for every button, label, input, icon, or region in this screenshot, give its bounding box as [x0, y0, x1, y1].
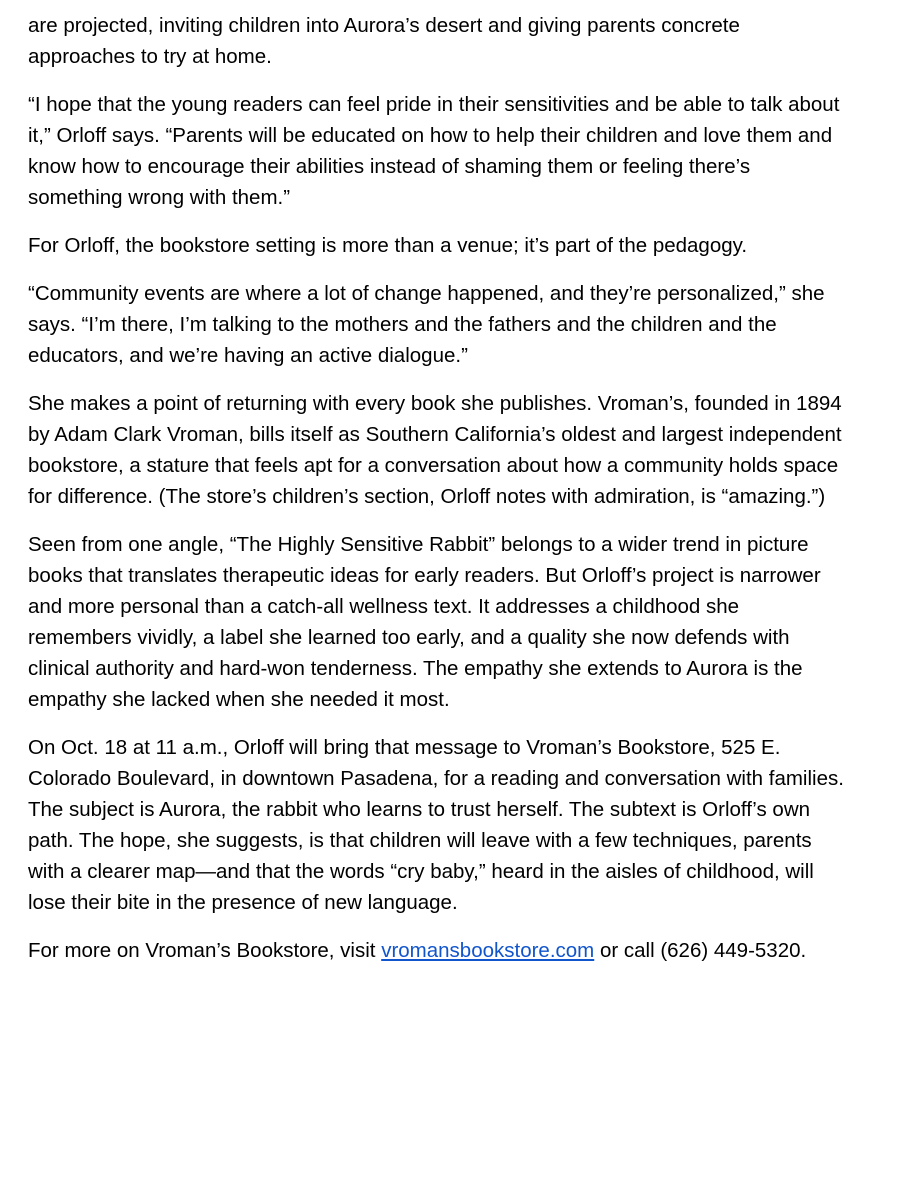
article-paragraph-4: “Community events are where a lot of change happened, and they’re personalized,” she says. “I’m there, I’m talking to the mothers and the fathers and the children and the educators, and we’re having an active dialogue.” — [28, 282, 825, 367]
contact-text-before: For more on Vroman’s Bookstore, visit — [28, 939, 382, 962]
article-paragraph-5: She makes a point of returning with every book she publishes. Vroman’s, founded in 1894 by Adam Clark Vroman, bills itself as Southern California’s oldest and largest independent bookstore, a stature that feels apt for a conversation about how a community holds space for difference. (The store’s children’s section, Orloff notes with admiration, is “amazing.”) — [28, 392, 842, 508]
article-paragraph-contact — [28, 935, 848, 966]
article-paragraph-3: For Orloff, the bookstore setting is more than a venue; it’s part of the pedagogy. — [28, 234, 748, 257]
article-paragraph-6: Seen from one angle, “The Highly Sensitive Rabbit” belongs to a wider trend in picture books that translates therapeutic ideas for early readers. But Orloff’s project is narrower and more personal than a catch-all wellness text. It addresses a childhood she remembers vividly, a label she learned too early, and a quality she now defends with clinical authority and hard-won tenderness. The empathy she extends to Aurora is the empathy she lacked when she needed it most. — [28, 533, 821, 711]
article-paragraph-7: On Oct. 18 at 11 a.m., Orloff will bring that message to Vroman’s Bookstore, 525 E. Colorado Boulevard, in downtown Pasadena, for a reading and conversation with families. The subject is Aurora, the rabbit who learns to trust herself. The subtext is Orloff’s own path. The hope, she suggests, is that children will leave with a few techniques, parents with a clearer map—and that the words “cry baby,” heard in the aisles of childhood, will lose their bite in the presence of new language. — [28, 736, 844, 914]
contact-text-after: or call (626) 449-5320. — [594, 939, 807, 962]
article-paragraph-1: are projected, inviting children into Aurora’s desert and giving parents concrete approaches to try at home. — [28, 14, 740, 68]
vromansbookstore-link[interactable]: vromansbookstore.com — [381, 939, 595, 962]
article-paragraph-2: “I hope that the young readers can feel pride in their sensitivities and be able to talk about it,” Orloff says. “Parents will be educated on how to help their children and love them and know how to encourage their abilities instead of shaming them or feeling there’s something wrong with them.” — [28, 93, 840, 209]
